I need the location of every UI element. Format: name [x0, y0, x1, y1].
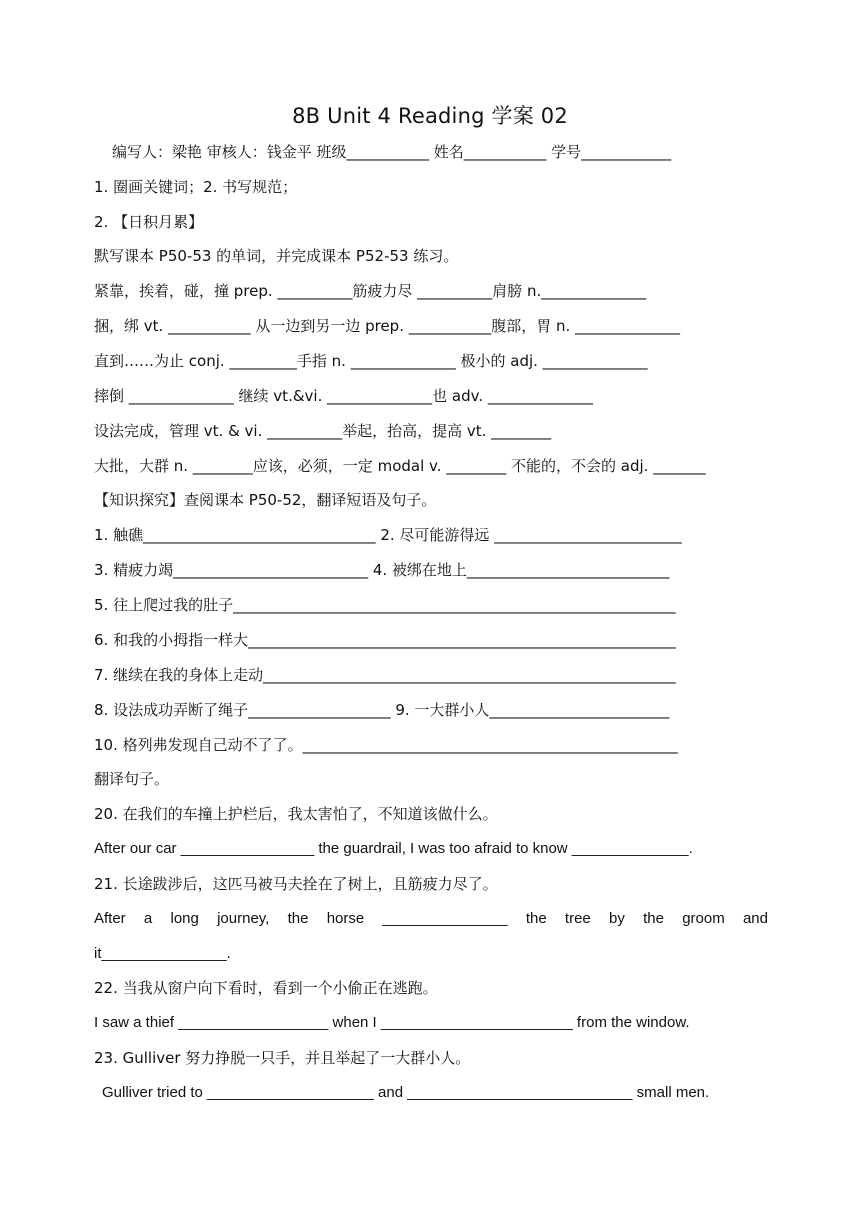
phrase-line: 1. 触礁_______________________________ 2. 尽可能游得远 _________________________ — [94, 526, 682, 544]
q21-word: groom — [682, 910, 725, 927]
vocab-line: 大批，大群 n. ________应该，必须，一定 modal v. ________ 不能的，不会的 adj. _______ — [94, 457, 706, 475]
q21-word: After — [94, 910, 126, 927]
question-20-english: After our car ________________ the guardrail, I was too afraid to know ______________. — [94, 840, 693, 857]
question-23-chinese: 23. Gulliver 努力挣脱一只手，并且举起了一大群小人。 — [94, 1049, 471, 1067]
question-21-chinese: 21. 长途跋涉后，这匹马被马夫拴在了树上，且筋疲力尽了。 — [94, 875, 498, 893]
translate-title: 翻译句子。 — [94, 770, 170, 788]
page-title: 8B Unit 4 Reading 学案 02 — [292, 104, 568, 128]
question-22-english: I saw a thief __________________ when I _______________________ from the window. — [94, 1014, 690, 1031]
vocab-line: 设法完成，管理 vt. & vi. __________举起，抬高，提高 vt. ________ — [94, 422, 552, 440]
q21-word: long — [170, 910, 199, 927]
vocab-line: 摔倒 ______________ 继续 vt.&vi. ______________也 adv. ______________ — [94, 387, 593, 405]
q21-word: horse — [326, 910, 365, 927]
phrase-line: 7. 继续在我的身体上走动_______________________________________________________ — [94, 666, 676, 684]
instruction-line: 默写课本 P50-53 的单词，并完成课本 P52-53 练习。 — [94, 247, 459, 265]
rules-line: 1. 圈画关键词；2. 书写规范； — [94, 178, 298, 196]
header-info: 编写人：梁艳 审核人：钱金平 班级___________ 姓名___________ 学号____________ — [112, 143, 672, 161]
q21-word: a — [143, 910, 153, 927]
question-20-chinese: 20. 在我们的车撞上护栏后，我太害怕了，不知道该做什么。 — [94, 805, 498, 823]
question-21-english — [94, 909, 768, 929]
section-title-exploration: 【知识探究】查阅课本 P50-52，翻译短语及句子。 — [94, 491, 437, 509]
section-title-accumulation: 2. 【日积月累】 — [94, 213, 204, 231]
phrase-line: 8. 设法成功弄断了绳子___________________ 9. 一大群小人________________________ — [94, 701, 670, 719]
q21-word: the — [525, 910, 547, 927]
question-22-chinese: 22. 当我从窗户向下看时，看到一个小偷正在逃跑。 — [94, 979, 438, 997]
phrase-line: 6. 和我的小拇指一样大_________________________________________________________ — [94, 631, 676, 649]
q21-word: journey, — [217, 910, 270, 927]
vocab-line: 直到……为止 conj. _________手指 n. ______________ 极小的 adj. ______________ — [94, 352, 648, 370]
q21-word: tree — [564, 910, 591, 927]
phrase-line: 10. 格列弗发现自己动不了了。__________________________________________________ — [94, 736, 678, 754]
phrase-line: 3. 精疲力竭__________________________ 4. 被绑在地上___________________________ — [94, 561, 670, 579]
q21-word: by — [609, 910, 625, 927]
q21-word: the — [287, 910, 309, 927]
question-21-english-cont: it_______________. — [94, 945, 231, 962]
question-23-english: Gulliver tried to ____________________ and ___________________________ small men. — [102, 1084, 710, 1101]
vocab-line: 捆，绑 vt. ___________ 从一边到另一边 prep. ___________腹部，胃 n. ______________ — [94, 317, 681, 335]
q21-word: the — [643, 910, 664, 927]
phrase-line: 5. 往上爬过我的肚子___________________________________________________________ — [94, 596, 676, 614]
vocab-line: 紧靠，挨着，碰，撞 prep. __________筋疲力尽 __________肩膀 n.______________ — [94, 282, 647, 300]
q21-blank: _______________ — [382, 910, 508, 927]
q21-word: and — [742, 910, 768, 927]
